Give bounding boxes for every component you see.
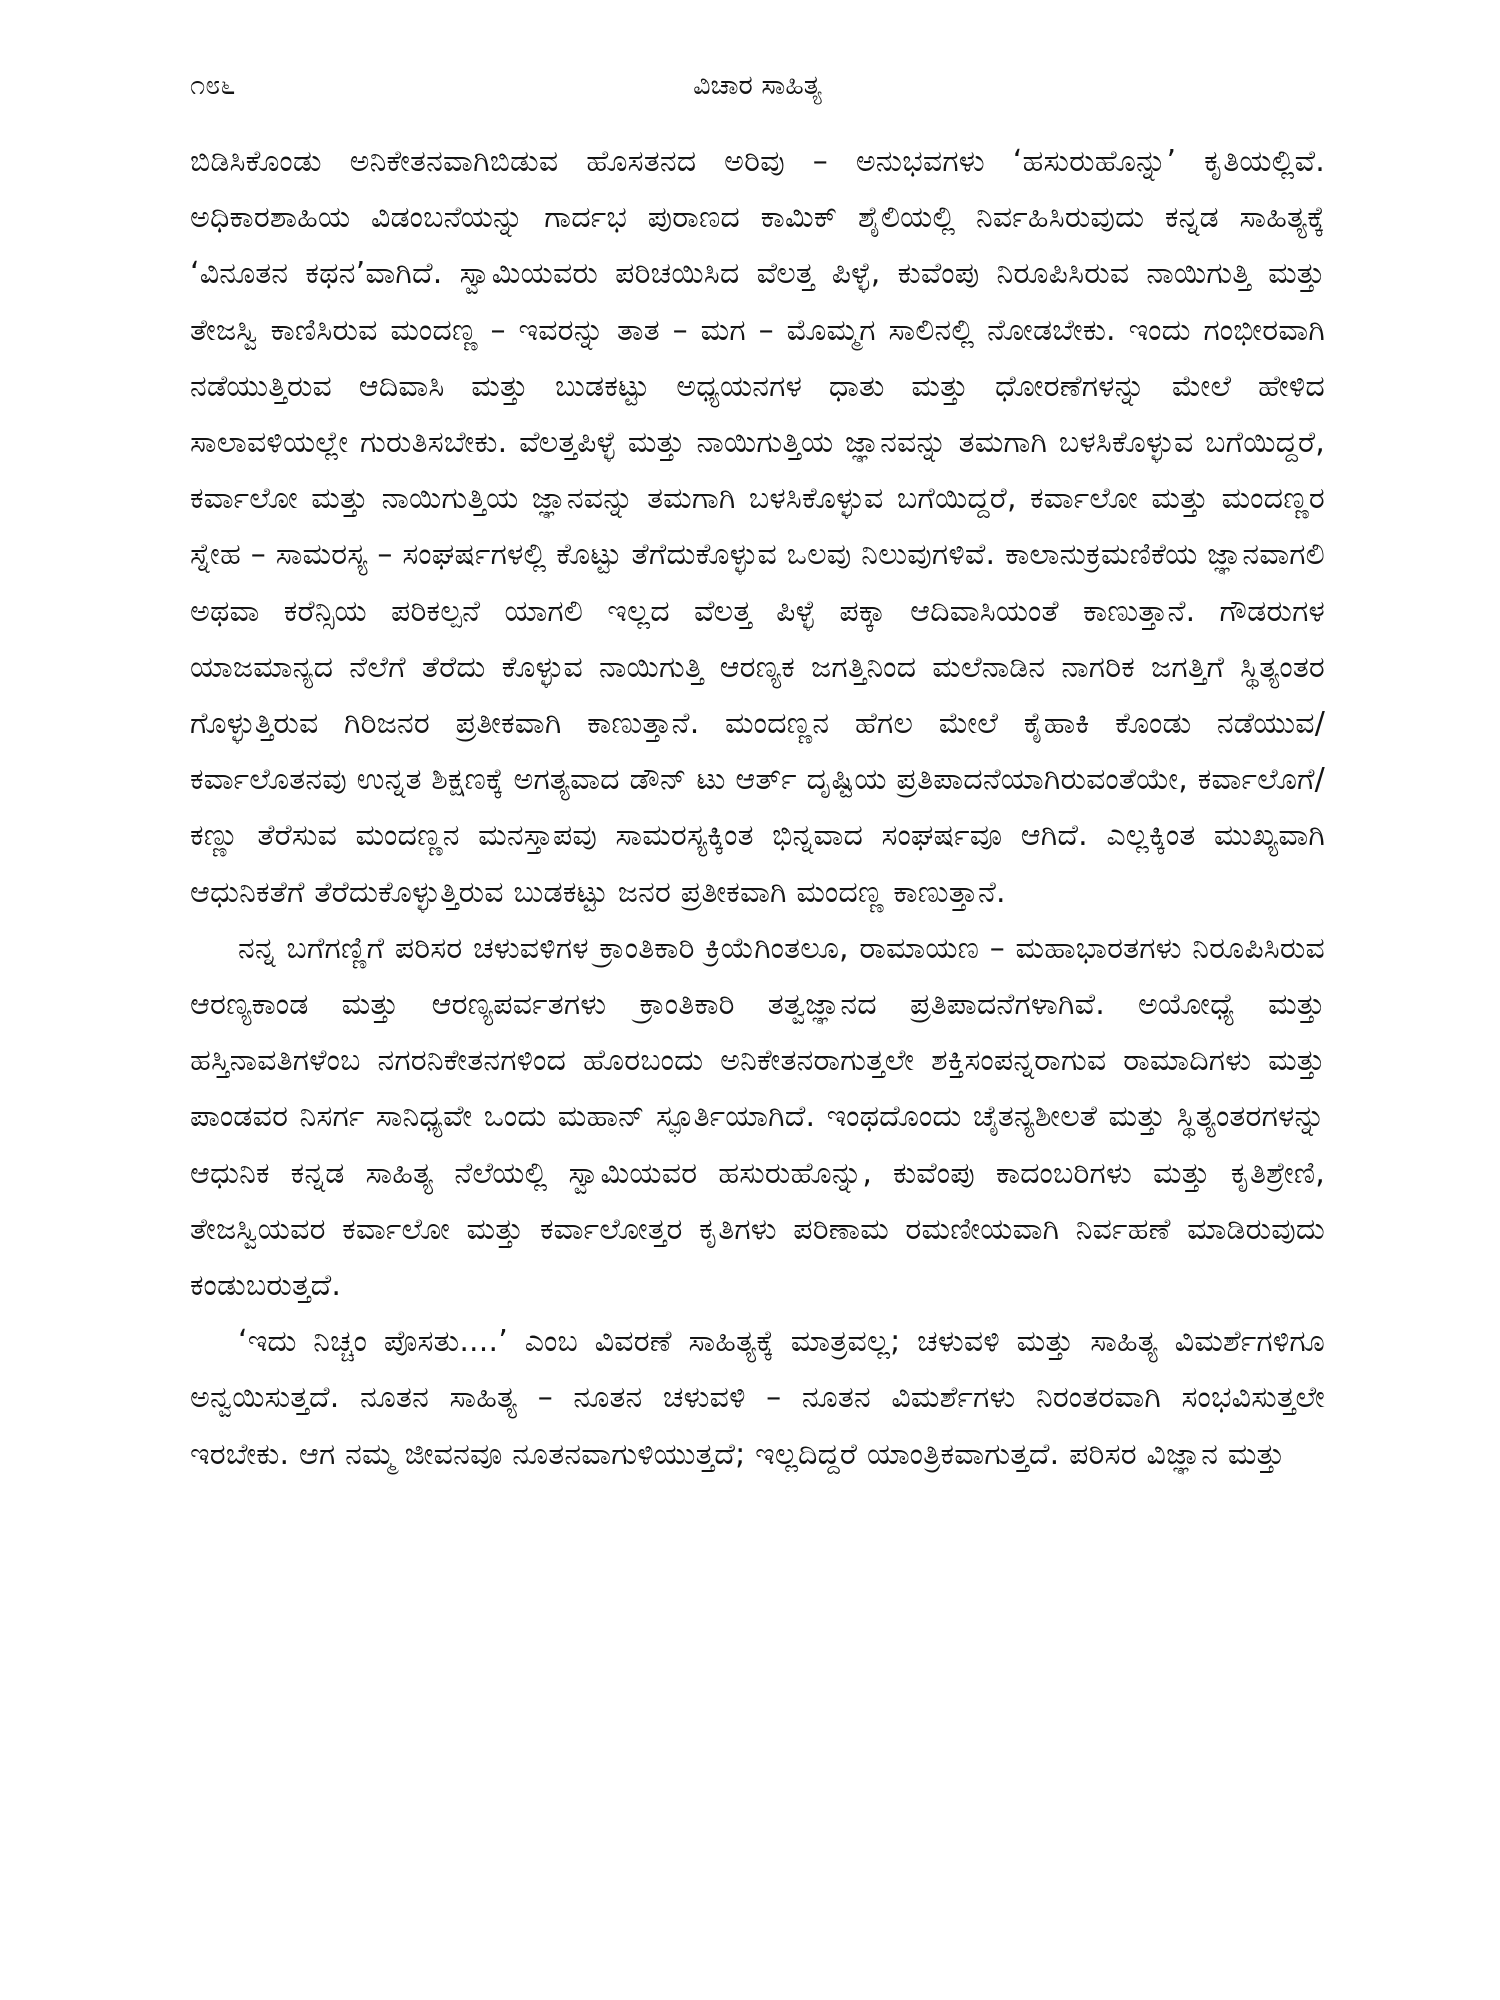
- running-title: ವಿಚಾರ ಸಾಹಿತ್ಯ: [693, 70, 822, 101]
- paragraph-2: ನನ್ನ ಬಗೆಗಣ್ಣಿಗೆ ಪರಿಸರ ಚಳುವಳಿಗಳ ಕ್ರಾಂತಿಕಾರಿ ಕ್ರಿಯೆಗಿಂತಲೂ, ರಾಮಾಯಣ – ಮಹಾಭಾರತಗಳು ನಿರೂಪಿಸಿರುವ ಆರಣ್ಯಕಾಂಡ ಮತ್ತು ಆರಣ್ಯಪರ್ವತಗಳು ಕ್ರಾಂತಿಕಾರಿ ತತ್ವಜ್ಞಾನದ ಪ್ರತಿಪಾದನೆಗಳಾಗಿವೆ. ಅಯೋಧ್ಯೆ ಮತ್ತು ಹಸ್ತಿನಾವತಿಗಳೆಂಬ ನಗರನಿಕೇತನಗಳಿಂದ ಹೊರಬಂದು ಅನಿಕೇತನರಾಗುತ್ತಲೇ ಶಕ್ತಿಸಂಪನ್ನರಾಗುವ ರಾಮಾದಿಗಳು ಮತ್ತು ಪಾಂಡವರ ನಿಸರ್ಗ ಸಾನಿಧ್ಯವೇ ಒಂದು ಮಹಾನ್ ಸ್ಫೂರ್ತಿಯಾಗಿದೆ. ಇಂಥದೊಂದು ಚೈತನ್ಯಶೀಲತೆ ಮತ್ತು ಸ್ಥಿತ್ಯಂತರಗಳನ್ನು ಆಧುನಿಕ ಕನ್ನಡ ಸಾಹಿತ್ಯ ನೆಲೆಯಲ್ಲಿ ಸ್ವಾಮಿಯವರ ಹಸುರುಹೊನ್ನು, ಕುವೆಂಪು ಕಾದಂಬರಿಗಳು ಮತ್ತು ಕೃತಿಶ್ರೇಣಿ, ತೇಜಸ್ವಿಯವರ ಕರ್ವಾಲೋ ಮತ್ತು ಕರ್ವಾಲೋತ್ತರ ಕೃತಿಗಳು ಪರಿಣಾಮ ರಮಣೀಯವಾಗಿ ನಿರ್ವಹಣೆ ಮಾಡಿರುವುದು ಕಂಡುಬರುತ್ತದೆ.: [190, 930, 1325, 1304]
- body-text: [190, 134, 1325, 1483]
- paragraph-3: ‘ಇದು ನಿಚ್ಚಂ ಪೊಸತು....’ ಎಂಬ ವಿವರಣೆ ಸಾಹಿತ್ಯಕ್ಕೆ ಮಾತ್ರವಲ್ಲ; ಚಳುವಳಿ ಮತ್ತು ಸಾಹಿತ್ಯ ವಿಮರ್ಶೆಗಳಿಗೂ ಅನ್ವಯಿಸುತ್ತದೆ. ನೂತನ ಸಾಹಿತ್ಯ – ನೂತನ ಚಳುವಳಿ – ನೂತನ ವಿಮರ್ಶೆಗಳು ನಿರಂತರವಾಗಿ ಸಂಭವಿಸುತ್ತಲೇ ಇರಬೇಕು. ಆಗ ನಮ್ಮ ಜೀವನವೂ ನೂತನವಾಗುಳಿಯುತ್ತದೆ; ಇಲ್ಲದಿದ್ದರೆ ಯಾಂತ್ರಿಕವಾಗುತ್ತದೆ. ಪರಿಸರ ವಿಜ್ಞಾನ ಮತ್ತು: [190, 1324, 1325, 1472]
- paragraph-1: ಬಿಡಿಸಿಕೊಂಡು ಅನಿಕೇತನವಾಗಿಬಿಡುವ ಹೊಸತನದ ಅರಿವು – ಅನುಭವಗಳು ‘ಹಸುರುಹೊನ್ನು’ ಕೃತಿಯಲ್ಲಿವೆ. ಅಧಿಕಾರಶಾಹಿಯ ವಿಡಂಬನೆಯನ್ನು ಗಾರ್ದಭ ಪುರಾಣದ ಕಾಮಿಕ್ ಶೈಲಿಯಲ್ಲಿ ನಿರ್ವಹಿಸಿರುವುದು ಕನ್ನಡ ಸಾಹಿತ್ಯಕ್ಕೆ ‘ವಿನೂತನ ಕಥನ’ವಾಗಿದೆ. ಸ್ವಾಮಿಯವರು ಪರಿಚಯಿಸಿದ ವೆಲತ್ತ ಪಿಳ್ಳೆ, ಕುವೆಂಪು ನಿರೂಪಿಸಿರುವ ನಾಯಿಗುತ್ತಿ ಮತ್ತು ತೇಜಸ್ವಿ ಕಾಣಿಸಿರುವ ಮಂದಣ್ಣ – ಇವರನ್ನು ತಾತ – ಮಗ – ಮೊಮ್ಮಗ ಸಾಲಿನಲ್ಲಿ ನೋಡಬೇಕು. ಇಂದು ಗಂಭೀರವಾಗಿ ನಡೆಯುತ್ತಿರುವ ಆದಿವಾಸಿ ಮತ್ತು ಬುಡಕಟ್ಟು ಅಧ್ಯಯನಗಳ ಧಾತು ಮತ್ತು ಧೋರಣೆಗಳನ್ನು ಮೇಲೆ ಹೇಳಿದ ಸಾಲಾವಳಿಯಲ್ಲೇ ಗುರುತಿಸಬೇಕು. ವೆಲತ್ತಪಿಳ್ಳೆ ಮತ್ತು ನಾಯಿಗುತ್ತಿಯ ಜ್ಞಾನವನ್ನು ತಮಗಾಗಿ ಬಳಸಿಕೊಳ್ಳುವ ಬಗೆಯಿದ್ದರೆ, ಕರ್ವಾಲೋ ಮತ್ತು ನಾಯಿಗುತ್ತಿಯ ಜ್ಞಾನವನ್ನು ತಮಗಾಗಿ ಬಳಸಿಕೊಳ್ಳುವ ಬಗೆಯಿದ್ದರೆ, ಕರ್ವಾಲೋ ಮತ್ತು ಮಂದಣ್ಣರ ಸ್ನೇಹ – ಸಾಮರಸ್ಯ – ಸಂಘರ್ಷಗಳಲ್ಲಿ ಕೊಟ್ಟು ತೆಗೆದುಕೊಳ್ಳುವ ಒಲವು ನಿಲುವುಗಳಿವೆ. ಕಾಲಾನುಕ್ರಮಣಿಕೆಯ ಜ್ಞಾನವಾಗಲಿ ಅಥವಾ ಕರೆನ್ಸಿಯ ಪರಿಕಲ್ಪನೆ ಯಾಗಲಿ ಇಲ್ಲದ ವೆಲತ್ತ ಪಿಳ್ಳೆ ಪಕ್ಕಾ ಆದಿವಾಸಿಯಂತೆ ಕಾಣುತ್ತಾನೆ. ಗೌಡರುಗಳ ಯಾಜಮಾನ್ಯದ ನೆಲೆಗೆ ತೆರೆದು ಕೊಳ್ಳುವ ನಾಯಿಗುತ್ತಿ ಆರಣ್ಯಕ ಜಗತ್ತಿನಿಂದ ಮಲೆನಾಡಿನ ನಾಗರಿಕ ಜಗತ್ತಿಗೆ ಸ್ಥಿತ್ಯಂತರ ಗೊಳ್ಳುತ್ತಿರುವ ಗಿರಿಜನರ ಪ್ರತೀಕವಾಗಿ ಕಾಣುತ್ತಾನೆ. ಮಂದಣ್ಣನ ಹೆಗಲ ಮೇಲೆ ಕೈಹಾಕಿ ಕೊಂಡು ನಡೆಯುವ/ ಕರ್ವಾಲೊತನವು ಉನ್ನತ ಶಿಕ್ಷಣಕ್ಕೆ ಅಗತ್ಯವಾದ ಡೌನ್ ಟು ಆರ್ತ್ ದೃಷ್ಟಿಯ ಪ್ರತಿಪಾದನೆಯಾಗಿರುವಂತೆಯೇ, ಕರ್ವಾಲೊಗೆ/ ಕಣ್ಣು ತೆರೆಸುವ ಮಂದಣ್ಣನ ಮನಸ್ತಾಪವು ಸಾಮರಸ್ಯಕ್ಕಿಂತ ಭಿನ್ನವಾದ ಸಂಘರ್ಷವೂ ಆಗಿದೆ. ಎಲ್ಲಕ್ಕಿಂತ ಮುಖ್ಯವಾಗಿ ಆಧುನಿಕತೆಗೆ ತೆರೆದುಕೊಳ್ಳುತ್ತಿರುವ ಬುಡಕಟ್ಟು ಜನರ ಪ್ರತೀಕವಾಗಿ ಮಂದಣ್ಣ ಕಾಣುತ್ತಾನೆ.: [190, 144, 1325, 910]
- page-number: ೧೮೬: [190, 70, 236, 101]
- book-page: [190, 62, 1325, 1483]
- page-header: [190, 62, 1325, 114]
